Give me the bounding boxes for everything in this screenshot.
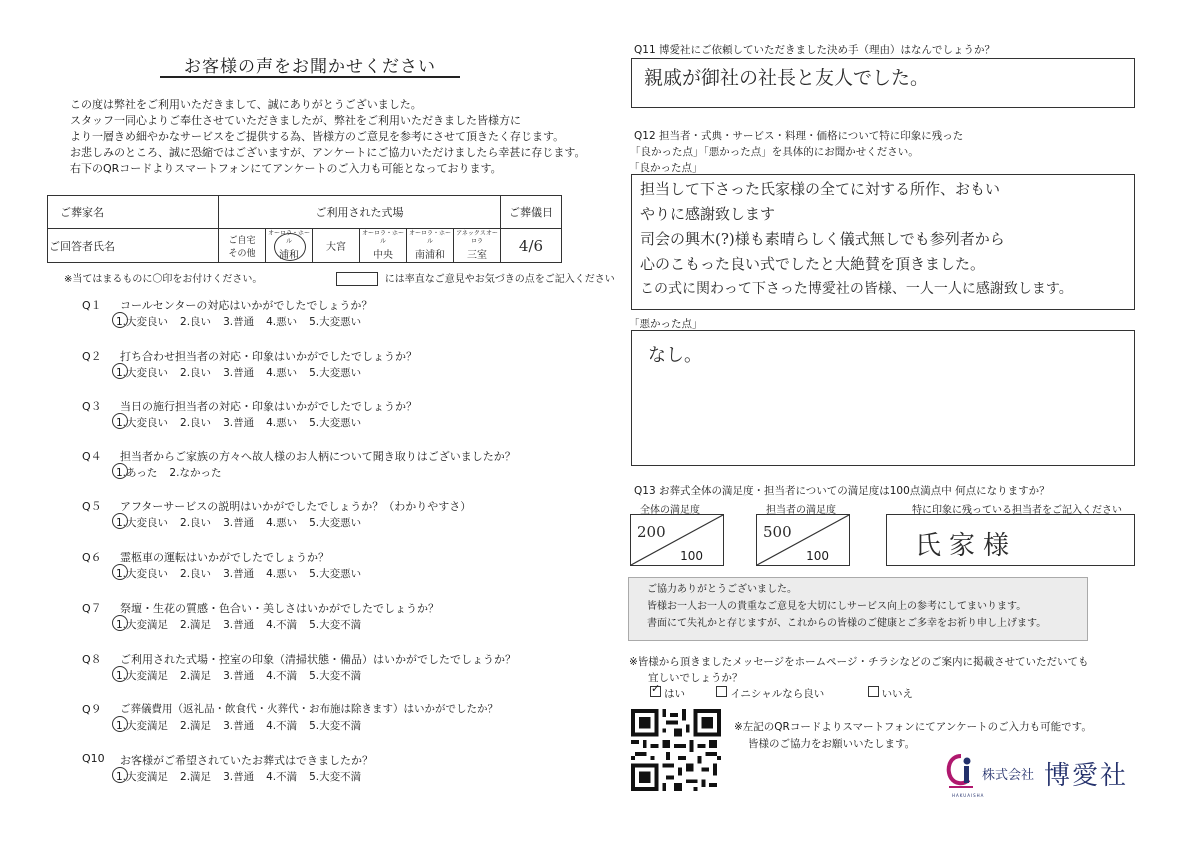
publish-option-no[interactable]	[868, 688, 914, 700]
selected-circle	[112, 513, 128, 529]
question-text: コールセンターの対応はいかがでしたでしょうか？	[120, 299, 373, 312]
staff-name-box[interactable]	[886, 514, 1135, 566]
option[interactable]: 3.普通	[223, 316, 255, 328]
option[interactable]: 2.良い	[180, 367, 212, 379]
options	[116, 769, 373, 784]
good-label: 「良かった点」	[629, 162, 703, 174]
note-box-sample	[336, 272, 378, 286]
option[interactable]: 2.満足	[180, 670, 212, 682]
option[interactable]: 1.大変良い	[116, 568, 169, 580]
selected-circle	[112, 312, 128, 328]
option[interactable]: 2.良い	[180, 316, 212, 328]
venue-sub: アネックスオーロラ	[456, 230, 498, 245]
family-name-label: ご葬家名	[48, 196, 117, 229]
option-label: イニシャルなら良い	[730, 688, 825, 700]
venue-omiya[interactable]	[313, 229, 360, 263]
option-label: いいえ	[881, 688, 914, 700]
question-number: Q７	[82, 602, 102, 615]
q11-answer: 親戚が御社の社長と友人でした。	[644, 67, 930, 89]
selected-circle	[274, 233, 306, 261]
option[interactable]: 5.大変不満	[309, 771, 362, 783]
option[interactable]: 5.大変不満	[309, 619, 362, 631]
good-line: この式に関わって下さった博愛社の皆様、一人一人に感謝致します。	[640, 281, 1073, 297]
staff-name-label: 特に印象に残っている担当者をご記入ください	[912, 505, 1122, 516]
option[interactable]: 2.良い	[180, 417, 212, 429]
options	[116, 515, 373, 530]
question-text: アフターサービスの説明はいかがでしたでしょうか？（わかりやすさ）	[120, 500, 472, 513]
checkbox[interactable]: ✓	[651, 682, 661, 695]
option[interactable]: 3.普通	[223, 417, 255, 429]
publish-question-2: 宜しいでしょうか？	[648, 672, 743, 684]
venue-urawa[interactable]	[266, 229, 313, 263]
venue-name: 浦和	[279, 250, 299, 261]
options	[116, 718, 373, 733]
question-text: 当日の施行担当者の対応・印象はいかがでしたでしょうか？	[120, 400, 417, 413]
selected-circle	[112, 615, 128, 631]
option[interactable]: 2.なかった	[169, 467, 222, 479]
question-text: 打ち合わせ担当者の対応・印象はいかがでしたでしょうか？	[120, 350, 417, 363]
option[interactable]: 2.満足	[180, 771, 212, 783]
venue-sub: オーロラ・ホール	[408, 230, 451, 245]
bad-points-box[interactable]	[631, 330, 1135, 466]
staff-satisfaction-label: 担当者の満足度	[766, 505, 836, 516]
option[interactable]: 3.普通	[223, 568, 255, 580]
staff-score-box[interactable]	[756, 514, 850, 566]
venue-name: 三室	[467, 250, 487, 261]
venue-sub: オーロラ・ホール	[361, 230, 404, 245]
option[interactable]: 4.悪い	[266, 367, 298, 379]
question-number: Q10	[82, 752, 105, 765]
q11-label: Q11 博愛社にご依頼していただきました決め手（理由）はなんでしょうか？	[634, 44, 995, 56]
note-right: には率直なご意見やお気づきの点をご記入ください	[384, 274, 615, 285]
option[interactable]: 4.悪い	[266, 568, 298, 580]
question-number: Q５	[82, 500, 102, 513]
question-number: Q３	[82, 400, 102, 413]
option[interactable]: 3.普通	[223, 771, 255, 783]
publish-option-yes[interactable]	[650, 682, 685, 700]
venue-name: 南浦和	[415, 250, 445, 261]
options	[116, 465, 233, 480]
question-number: Q２	[82, 350, 102, 363]
bad-label: 「悪かった点」	[629, 318, 703, 330]
intro-line: より一層きめ細やかなサービスをご提供する為、皆様方のご意見を参考にさせて頂きたく存じます。	[70, 130, 565, 143]
question-number: Q４	[82, 450, 102, 463]
qr-note: ※左記のQRコードよりスマートフォンにてアンケートのご入力も可能です。	[734, 721, 1092, 733]
question-number: Q１	[82, 299, 102, 312]
selected-circle	[112, 767, 128, 783]
option[interactable]: 1.大変満足	[116, 670, 169, 682]
option[interactable]: 4.悪い	[266, 517, 298, 529]
venue-home-label: ご自宅	[228, 235, 256, 246]
option[interactable]: 4.不満	[266, 771, 298, 783]
option[interactable]: 4.不満	[266, 720, 298, 732]
staff-max: 100	[806, 549, 829, 563]
checkbox[interactable]	[868, 686, 879, 697]
options	[116, 566, 373, 581]
selected-circle	[112, 564, 128, 580]
question-number: Q６	[82, 551, 102, 564]
question-text: ご利用された式場・控室の印象（清掃状態・備品）はいかがでしたでしょうか？	[120, 653, 516, 666]
option[interactable]: 2.良い	[180, 568, 212, 580]
option[interactable]: 3.普通	[223, 517, 255, 529]
selected-circle	[112, 716, 128, 732]
intro-line: この度は弊社をご利用いただきまして、誠にありがとうございました。	[70, 98, 422, 111]
question-text: ご葬儀費用（返礼品・飲食代・火葬代・お布施は除きます）はいかがでしたか？	[120, 703, 498, 715]
note-left: ※当てはまるものに〇印をお付けください。	[64, 274, 263, 285]
option[interactable]: 4.悪い	[266, 316, 298, 328]
info-table	[47, 195, 562, 263]
family-name-field[interactable]	[116, 196, 219, 229]
intro-line: スタッフ一同心よりご奉仕させていただきましたが、弊社をご利用いただきました皆様方に	[70, 114, 521, 127]
option[interactable]: 3.普通	[223, 367, 255, 379]
option[interactable]: 2.満足	[180, 619, 212, 631]
option[interactable]: 1.大変良い	[116, 316, 169, 328]
question-text: 祭壇・生花の質感・色合い・美しさはいかがでしたでしょうか？	[120, 602, 439, 615]
venue-name: 大宮	[326, 242, 346, 253]
venue-chuo[interactable]	[360, 229, 407, 263]
company-prefix: 株式会社	[982, 768, 1035, 783]
good-points-box[interactable]	[631, 174, 1135, 310]
option[interactable]: 5.大変悪い	[309, 316, 362, 328]
overall-label: 全体の満足度	[640, 505, 700, 516]
note	[64, 270, 615, 286]
good-line: やりに感謝致します	[640, 205, 776, 223]
option[interactable]: 5.大変悪い	[309, 517, 362, 529]
date-label: ご葬儀日	[501, 196, 562, 229]
company-name: 博愛社	[1044, 761, 1129, 791]
good-line: 司会の興木(?)様も素晴らしく儀式無しでも参列者から	[640, 230, 1005, 248]
option[interactable]: 2.満足	[180, 720, 212, 732]
option[interactable]: 5.大変悪い	[309, 367, 362, 379]
options	[116, 365, 373, 380]
publish-option-initial[interactable]	[716, 688, 824, 700]
thanks-box	[628, 577, 1088, 641]
respondent-label: ご回答者氏名	[48, 229, 117, 263]
options	[116, 314, 373, 329]
checkbox[interactable]	[716, 686, 727, 697]
option[interactable]: 2.良い	[180, 517, 212, 529]
thanks-line: 書面にて失礼かと存じますが、これからの皆様のご健康とご多幸をお祈り申し上げます。	[647, 618, 1047, 629]
option[interactable]: 4.不満	[266, 670, 298, 682]
overall-max: 100	[680, 549, 703, 563]
question-number: Q８	[82, 653, 102, 666]
question-text: 担当者からご家族の方々へ故人様のお人柄について聞き取りはございましたか？	[120, 450, 516, 463]
bad-points-text: なし。	[648, 345, 702, 366]
venue-sub: オーロラ・ホール	[267, 230, 310, 245]
option[interactable]: 3.普通	[223, 619, 255, 631]
option[interactable]: 1.大変満足	[116, 720, 169, 732]
company-logo-icon	[943, 752, 979, 792]
venue-minamiurawa[interactable]	[407, 229, 454, 263]
q12-label: Q12 担当者・式典・サービス・料理・価格について特に印象に残った	[634, 130, 964, 142]
title-underline	[160, 76, 460, 78]
venue-home[interactable]	[219, 229, 266, 263]
question-text: 霊柩車の運転はいかがでしたでしょうか？	[120, 551, 329, 564]
thanks-line: 皆様お一人お一人の貴重なご意見を大切にしサービス向上の参考にしてまいります。	[647, 601, 1027, 612]
option[interactable]: 1.あった	[116, 467, 158, 479]
option-label: はい	[664, 688, 685, 700]
selected-circle	[112, 666, 128, 682]
qr-code[interactable]	[630, 709, 722, 791]
venue-label: ご利用された式場	[219, 196, 501, 229]
options	[116, 617, 373, 632]
intro-text	[70, 97, 590, 177]
option[interactable]: 1.大変満足	[116, 619, 169, 631]
venue-other-label: その他	[228, 248, 256, 259]
respondent-field[interactable]	[116, 229, 219, 263]
option[interactable]: 1.大変良い	[116, 517, 169, 529]
question-number: Q９	[82, 703, 102, 716]
qr-note-2: 皆様のご協力をお願いいたします。	[748, 738, 916, 750]
option[interactable]: 3.普通	[223, 720, 255, 732]
option[interactable]: 1.大変良い	[116, 367, 169, 379]
venue-name: 中央	[373, 250, 393, 261]
page-title: お客様の声をお聞かせください	[184, 57, 436, 77]
good-line: 担当して下さった氏家様の全てに対する所作、おもい	[640, 180, 1001, 198]
option[interactable]: 3.普通	[223, 670, 255, 682]
thanks-line: ご協力ありがとうございました。	[647, 584, 797, 595]
publish-question: ※皆様から頂きましたメッセージをホームページ・チラシなどのご案内に掲載させていただいても	[629, 656, 1089, 668]
options	[116, 668, 373, 683]
publish-options	[650, 682, 914, 701]
staff-name: 氏家様	[915, 531, 1018, 561]
staff-score: 500	[763, 523, 792, 541]
venue-mimuro[interactable]	[454, 229, 501, 263]
selected-circle	[112, 363, 128, 379]
option[interactable]: 5.大変不満	[309, 720, 362, 732]
option[interactable]: 5.大変悪い	[309, 417, 362, 429]
q13-label: Q13 お葬式全体の満足度・担当者についての満足度は100点満点中 何点になりますか？	[634, 485, 1050, 497]
option[interactable]: 5.大変不満	[309, 670, 362, 682]
intro-line: 右下のQRコードよりスマートフォンにてアンケートのご入力も可能となっております。	[70, 162, 502, 175]
selected-circle	[112, 463, 128, 479]
logo-sub: HAKUAISHA	[952, 793, 985, 798]
selected-circle	[112, 413, 128, 429]
option[interactable]: 1.大変良い	[116, 417, 169, 429]
intro-line: お悲しみのところ、誠に恐縮ではございますが、アンケートにご協力いただけましたら幸甚に存じます。	[70, 146, 586, 159]
option[interactable]: 4.悪い	[266, 417, 298, 429]
options	[116, 415, 373, 430]
good-line: 心のこもった良い式でしたと大絶賛を頂きました。	[640, 255, 986, 273]
option[interactable]: 5.大変悪い	[309, 568, 362, 580]
q11-answer-box[interactable]	[631, 58, 1135, 108]
good-points-text	[640, 177, 1073, 302]
option[interactable]: 4.不満	[266, 619, 298, 631]
date-value[interactable]: 4/6	[501, 229, 562, 263]
question-text: お客様がご希望されていたお葬式はできましたか？	[120, 754, 373, 767]
overall-score: 200	[637, 523, 666, 541]
q12-label-2: 「良かった点」「悪かった点」を具体的にお聞かせください。	[630, 146, 919, 158]
overall-score-box[interactable]	[630, 514, 724, 566]
option[interactable]: 1.大変満足	[116, 771, 169, 783]
